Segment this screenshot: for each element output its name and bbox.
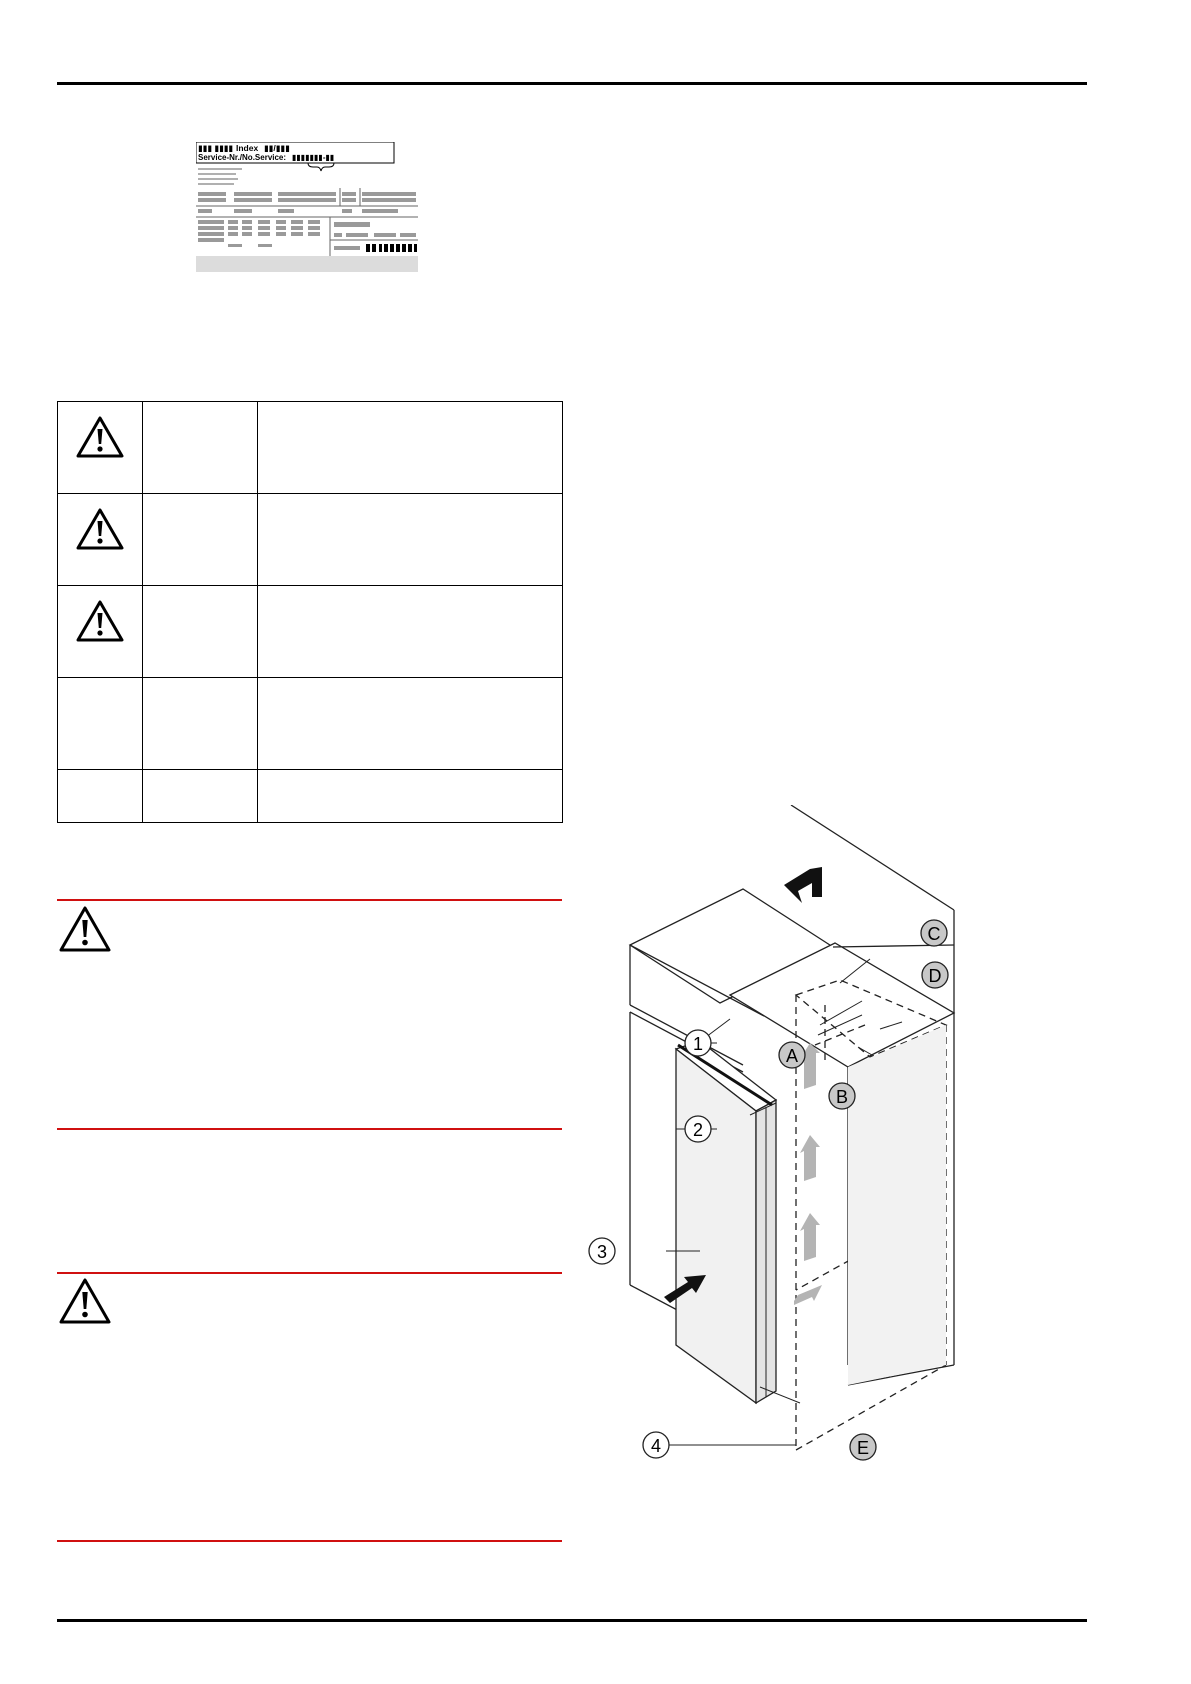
svg-text:E: E — [856, 1438, 870, 1458]
hazard-signal-word — [142, 494, 257, 586]
hazard-signal-table — [57, 401, 563, 823]
callout-number-1 — [685, 1030, 711, 1056]
svg-text:D: D — [928, 966, 942, 986]
callout-number-4 — [643, 1432, 669, 1458]
svg-text:C: C — [927, 924, 941, 944]
rating-plate-service-value: ▮▮▮▮▮▮▮-▮▮ — [292, 153, 335, 162]
warning-block-bottom-rule — [57, 1128, 562, 1130]
callout-number-3 — [589, 1238, 615, 1264]
hazard-icon-cell — [58, 402, 143, 494]
callout-number-2 — [685, 1116, 711, 1142]
callout-letter-b — [829, 1083, 855, 1109]
hazard-icon-cell — [58, 678, 143, 770]
rating-plate-footer-band — [196, 256, 418, 272]
footer-rule — [57, 1619, 1087, 1622]
rating-plate-image — [196, 142, 426, 276]
hazard-signal-word — [142, 586, 257, 678]
hazard-row — [58, 770, 563, 823]
rating-plate-barcode-digits — [366, 244, 417, 252]
warning-triangle-icon — [58, 1277, 112, 1325]
hazard-description — [257, 770, 562, 823]
rating-plate-index-value: ▮▮/▮▮▮ — [264, 143, 290, 153]
svg-text:1: 1 — [692, 1034, 704, 1054]
hazard-description — [257, 494, 562, 586]
hazard-row — [58, 586, 563, 678]
svg-text:4: 4 — [650, 1436, 662, 1456]
installation-ventilation-figure — [580, 805, 980, 1465]
svg-text:B: B — [835, 1087, 849, 1107]
warning-triangle-icon — [75, 507, 125, 551]
hazard-description — [257, 678, 562, 770]
hazard-description — [257, 402, 562, 494]
rating-plate-index-label: Index — [236, 143, 259, 153]
warning-block-top-rule — [57, 899, 562, 901]
hazard-row — [58, 678, 563, 770]
header-rule — [57, 82, 1087, 85]
callout-letter-d — [922, 962, 948, 988]
svg-text:3: 3 — [596, 1242, 608, 1262]
svg-text:A: A — [785, 1046, 799, 1066]
rating-plate-data-fields — [198, 192, 416, 250]
callout-letter-c — [921, 920, 947, 946]
callout-letter-e — [850, 1434, 876, 1460]
airflow-arrows — [794, 1043, 822, 1305]
exhaust-air-arrow — [784, 867, 822, 903]
warning-triangle-icon — [75, 599, 125, 643]
warning-block-bottom-rule — [57, 1540, 562, 1542]
hazard-description — [257, 586, 562, 678]
hazard-row — [58, 402, 563, 494]
hazard-icon-cell — [58, 586, 143, 678]
hazard-signal-word — [142, 678, 257, 770]
hazard-signal-word — [142, 402, 257, 494]
hazard-row — [58, 494, 563, 586]
rating-plate-line1-prefix: ▮▮▮ ▮▮▮▮ — [198, 143, 234, 153]
appliance-door — [676, 1041, 776, 1403]
callout-letter-a — [779, 1042, 805, 1068]
hazard-icon-cell — [58, 770, 143, 823]
warning-triangle-icon — [75, 415, 125, 459]
rating-plate-service-label: Service-Nr./No.Service: — [198, 153, 287, 162]
niche-interior — [848, 1025, 946, 1385]
svg-text:2: 2 — [692, 1120, 704, 1140]
warning-block-top-rule — [57, 1272, 562, 1274]
rating-plate-fine-print — [198, 168, 242, 185]
hazard-signal-word — [142, 770, 257, 823]
hazard-icon-cell — [58, 494, 143, 586]
warning-triangle-icon — [58, 905, 112, 953]
